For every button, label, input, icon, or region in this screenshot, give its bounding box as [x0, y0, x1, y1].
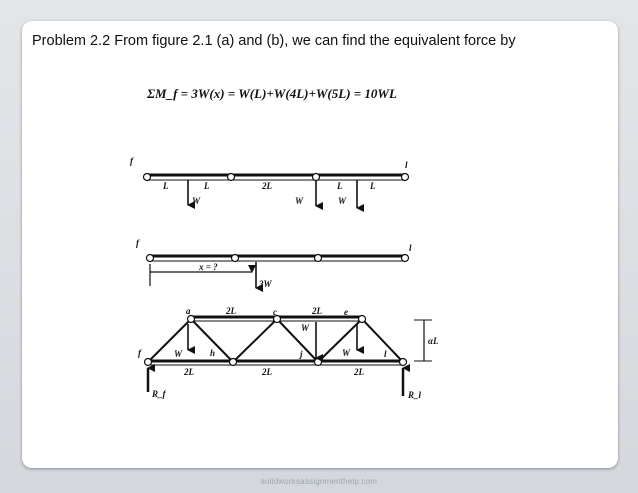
node-label: j	[300, 349, 303, 359]
node-f	[147, 255, 154, 262]
end-label-f: f	[130, 156, 133, 166]
footer-watermark: solidworksassignmenthelp.com	[260, 477, 378, 486]
node-l	[400, 359, 407, 366]
node-label: h	[210, 348, 216, 358]
load-label: W	[301, 323, 310, 333]
distance-label: x = ?	[199, 262, 218, 272]
node-label: c	[273, 307, 277, 317]
node-l	[402, 174, 409, 181]
node-a	[188, 316, 195, 323]
span-label: L	[204, 181, 210, 191]
load-label: W	[342, 348, 351, 358]
span-label: L	[163, 181, 169, 191]
node-f	[144, 174, 151, 181]
load-label: W	[174, 349, 183, 359]
node-j	[315, 359, 322, 366]
load-label: W	[295, 196, 304, 206]
span-label: 2L	[354, 367, 364, 377]
height-label: αL	[428, 336, 439, 346]
span-label: 2L	[184, 367, 194, 377]
beam-figure-a	[130, 156, 409, 208]
beam-figure-b	[136, 238, 412, 289]
problem-statement: Problem 2.2 From figure 2.1 (a) and (b), we can find the equivalent force by	[32, 33, 516, 49]
span-label: L	[337, 181, 343, 191]
span-label: L	[370, 181, 376, 191]
span-label: 2L	[226, 306, 236, 316]
node-e	[359, 316, 366, 323]
reaction-label: R_l	[408, 390, 422, 400]
node	[232, 255, 239, 262]
end-label-f: f	[136, 238, 139, 248]
end-label-l: l	[405, 160, 408, 170]
truss-figure	[138, 306, 439, 400]
node-label: e	[344, 307, 348, 317]
load-label: W	[192, 196, 201, 206]
end-label-l: l	[409, 243, 412, 253]
node-f	[145, 359, 152, 366]
moment-equation: ΣM_f = 3W(x) = W(L)+W(4L)+W(5L) = 10WL	[147, 86, 397, 101]
node	[313, 174, 320, 181]
node-label: l	[384, 349, 387, 359]
node-l	[402, 255, 409, 262]
node	[228, 174, 235, 181]
span-label: 2L	[312, 306, 322, 316]
span-label: 2L	[262, 367, 272, 377]
node-h	[230, 359, 237, 366]
node-label: a	[186, 306, 191, 316]
span-label: 2L	[262, 181, 272, 191]
resultant-label: 3W	[259, 279, 272, 289]
load-label: W	[338, 196, 347, 206]
node-label: f	[138, 348, 141, 358]
reaction-label: R_f	[152, 389, 166, 399]
node	[315, 255, 322, 262]
